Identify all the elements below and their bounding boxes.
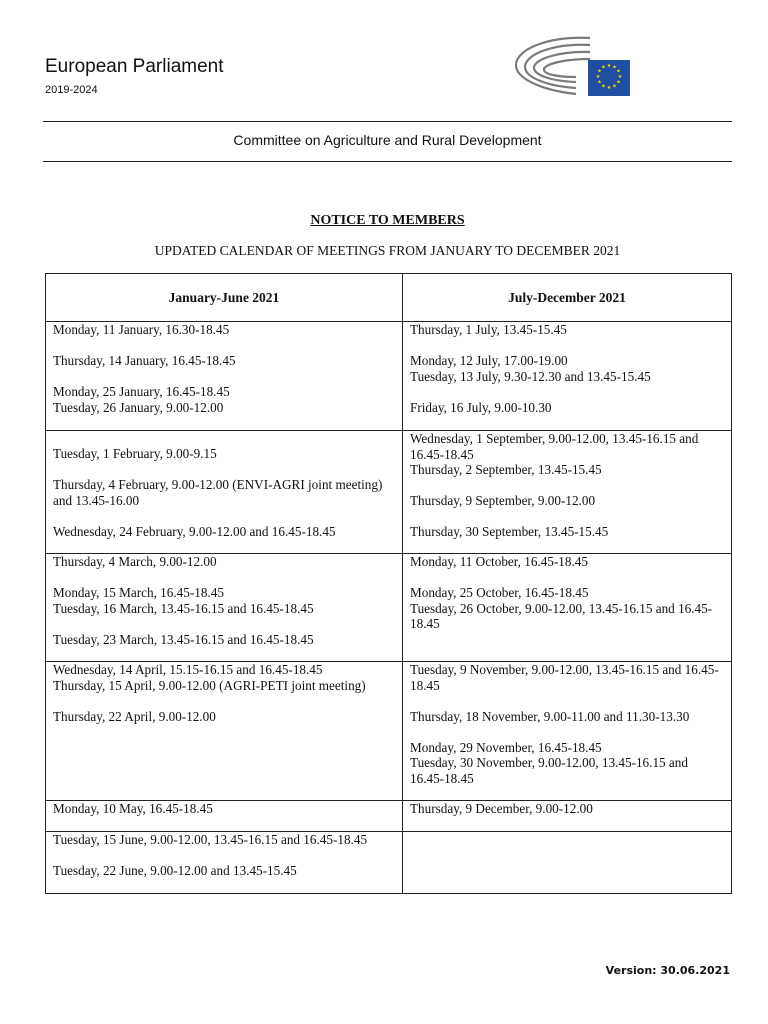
svg-text:★: ★ xyxy=(606,85,612,91)
meeting-group xyxy=(53,524,396,540)
table-cell xyxy=(403,322,732,431)
header-rule-bottom xyxy=(43,161,732,162)
meeting-group xyxy=(53,585,396,616)
table-cell xyxy=(46,801,403,832)
meeting-group xyxy=(53,662,396,693)
meeting-group xyxy=(410,353,725,384)
committee-name: Committee on Agriculture and Rural Development xyxy=(233,132,542,148)
meeting-entry: Tuesday, 30 November, 9.00-12.00, 13.45-16.15 and 16.45-18.45 xyxy=(410,755,688,786)
meeting-group xyxy=(53,353,396,369)
svg-text:★: ★ xyxy=(595,74,601,80)
meeting-entry: Thursday, 14 January, 16.45-18.45 xyxy=(53,353,236,368)
table-cell xyxy=(46,322,403,431)
meeting-entry: Thursday, 1 July, 13.45-15.45 xyxy=(410,322,567,337)
meeting-entry: Monday, 25 January, 16.45-18.45 xyxy=(53,384,230,399)
header-rule-top xyxy=(43,121,732,122)
meeting-entry: Thursday, 4 February, 9.00-12.00 (ENVI-AGRI joint meeting) and 13.45-16.00 xyxy=(53,477,383,508)
parliamentary-term: 2019-2024 xyxy=(45,84,98,96)
meeting-group xyxy=(53,446,396,462)
meeting-group xyxy=(53,554,396,570)
document-version: Version: 30.06.2021 xyxy=(605,964,730,977)
table-cell xyxy=(403,832,732,894)
table-row xyxy=(46,662,732,801)
meeting-entry: Thursday, 30 September, 13.45-15.45 xyxy=(410,524,609,539)
meeting-group xyxy=(410,400,725,416)
meeting-group xyxy=(53,801,396,817)
notice-subtitle: UPDATED CALENDAR OF MEETINGS FROM JANUARY TO DECEMBER 2021 xyxy=(154,243,621,258)
meeting-group xyxy=(410,493,725,509)
meetings-calendar-table xyxy=(45,273,732,894)
meeting-group xyxy=(410,801,725,817)
table-cell xyxy=(403,662,732,801)
meeting-group xyxy=(53,384,396,415)
meeting-entry: Tuesday, 26 October, 9.00-12.00, 13.45-16.15 and 16.45-18.45 xyxy=(410,600,713,631)
notice-title: NOTICE TO MEMBERS xyxy=(310,213,465,228)
meeting-group xyxy=(410,524,725,540)
meeting-group xyxy=(53,322,396,338)
meeting-entry: Monday, 15 March, 16.45-18.45 xyxy=(53,585,224,600)
svg-text:★: ★ xyxy=(612,83,617,90)
meeting-entry: Thursday, 4 March, 9.00-12.00 xyxy=(53,554,217,569)
meeting-entry: Thursday, 22 April, 9.00-12.00 xyxy=(53,708,216,724)
svg-text:★: ★ xyxy=(612,64,617,71)
meeting-entry: Thursday, 9 December, 9.00-12.00 xyxy=(410,801,593,816)
meeting-entry: Monday, 10 May, 16.45-18.45 xyxy=(53,801,213,816)
meeting-group xyxy=(53,709,396,725)
meeting-entry: Tuesday, 16 March, 13.45-16.15 and 16.45-18.45 xyxy=(53,600,314,616)
svg-text:★: ★ xyxy=(616,68,621,75)
meeting-entry: Monday, 11 October, 16.45-18.45 xyxy=(410,554,588,569)
meeting-group xyxy=(410,554,725,570)
meeting-entry: Friday, 16 July, 9.00-10.30 xyxy=(410,399,552,415)
table-cell xyxy=(46,554,403,662)
svg-text:★: ★ xyxy=(601,64,606,71)
svg-text:★: ★ xyxy=(597,68,602,75)
meeting-group xyxy=(53,863,396,879)
table-cell xyxy=(403,554,732,662)
table-row xyxy=(46,322,732,431)
meeting-group xyxy=(410,662,725,693)
meeting-entry: Tuesday, 13 July, 9.30-12.30 and 13.45-15.45 xyxy=(410,368,651,384)
svg-text:★: ★ xyxy=(606,63,612,69)
meeting-group xyxy=(410,709,725,725)
institution-title: European Parliament xyxy=(45,56,224,77)
table-cell xyxy=(403,431,732,554)
meeting-group xyxy=(53,632,396,648)
meeting-entry: Tuesday, 26 January, 9.00-12.00 xyxy=(53,399,224,415)
column-header-first-half: January-June 2021 xyxy=(46,274,403,322)
column-header-second-half: July-December 2021 xyxy=(403,274,732,322)
meeting-entry: Monday, 12 July, 17.00-19.00 xyxy=(410,353,568,368)
meeting-group xyxy=(53,832,396,848)
table-row xyxy=(46,801,732,832)
meeting-entry: Monday, 25 October, 16.45-18.45 xyxy=(410,585,589,600)
svg-text:★: ★ xyxy=(601,83,606,90)
table-cell xyxy=(46,662,403,801)
svg-text:★: ★ xyxy=(597,79,602,86)
table-row xyxy=(46,431,732,554)
meeting-group xyxy=(410,322,725,338)
table-cell xyxy=(403,801,732,832)
meeting-group xyxy=(410,431,725,478)
svg-text:★: ★ xyxy=(617,74,623,80)
meeting-entry: Monday, 29 November, 16.45-18.45 xyxy=(410,739,602,755)
table-header-row xyxy=(46,274,732,322)
meeting-entry: Thursday, 18 November, 9.00-11.00 and 11.30-13.30 xyxy=(410,708,690,724)
meeting-entry: Tuesday, 22 June, 9.00-12.00 and 13.45-15.45 xyxy=(53,863,297,878)
meeting-group xyxy=(53,477,396,508)
meeting-entry: Wednesday, 24 February, 9.00-12.00 and 16.45-18.45 xyxy=(53,523,336,539)
meeting-entry: Thursday, 15 April, 9.00-12.00 (AGRI-PETI joint meeting) xyxy=(53,677,366,693)
meeting-group xyxy=(410,740,725,787)
svg-text:★: ★ xyxy=(616,79,621,86)
meeting-entry: Tuesday, 15 June, 9.00-12.00, 13.45-16.15 and 16.45-18.45 xyxy=(53,832,368,847)
table-cell xyxy=(46,832,403,894)
meeting-group xyxy=(410,585,725,632)
meeting-entry: Tuesday, 1 February, 9.00-9.15 xyxy=(53,446,217,461)
meeting-entry: Wednesday, 1 September, 9.00-12.00, 13.45-16.15 and 16.45-18.45 xyxy=(410,431,699,462)
meeting-entry: Wednesday, 14 April, 15.15-16.15 and 16.45-18.45 xyxy=(53,662,323,677)
european-parliament-logo xyxy=(510,30,632,100)
table-cell xyxy=(46,431,403,554)
table-row xyxy=(46,554,732,662)
meeting-entry: Thursday, 9 September, 9.00-12.00 xyxy=(410,493,596,508)
table-row xyxy=(46,832,732,894)
meeting-entry: Monday, 11 January, 16.30-18.45 xyxy=(53,322,230,337)
meeting-entry: Tuesday, 9 November, 9.00-12.00, 13.45-16.15 and 16.45-18.45 xyxy=(410,662,719,693)
meeting-entry: Thursday, 2 September, 13.45-15.45 xyxy=(410,462,602,477)
meeting-entry: Tuesday, 23 March, 13.45-16.15 and 16.45-18.45 xyxy=(53,631,314,647)
